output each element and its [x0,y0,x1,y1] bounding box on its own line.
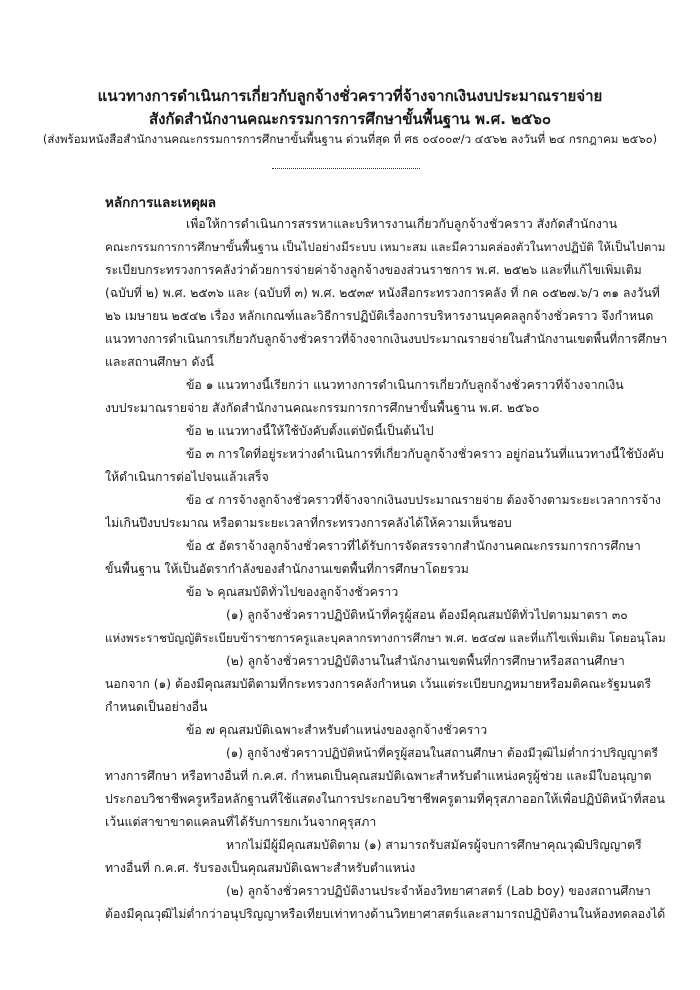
clause-7-item-2-line-2: ต้องมีคุณวุฒิไม่ต่ำกว่าอนุปริญญาหรือเทียบเท่าทางด้านวิทยาศาสตร์และสามารถปฏิบัติงานในห้องทดลองได้ [105,907,666,921]
clause-6-item-1-line-1: (๑) ลูกจ้างชั่วคราวปฏิบัติหน้าที่ครูผู้สอน ต้องมีคุณสมบัติทั่วไปตามมาตรา ๓๐ [226,608,628,622]
clause-4-line-2: ไม่เกินปีงบประมาณ หรือตามระยะเวลาที่กระทรวงการคลังได้ให้ความเห็นชอบ [105,516,512,530]
clause-3-line-2: ให้ดำเนินการต่อไปจนแล้วเสร็จ [105,470,269,484]
body-line: ๒๖ เมษายน ๒๕๔๒ เรื่อง หลักเกณฑ์และวิธีการปฏิบัติเรื่องการบริหารงานบุคคลลูกจ้างชั่วคราว จึงกำหนด [105,309,654,323]
clause-7-item-2-line-1: (๒) ลูกจ้างชั่วคราวปฏิบัติงานประจำห้องวิทยาศาสตร์ (Lab boy) ของสถานศึกษา [226,884,651,898]
clause-6-heading: ข้อ ๖ คุณสมบัติทั่วไปของลูกจ้างชั่วคราว [186,585,399,599]
clause-6-item-2-line-1: (๒) ลูกจ้างชั่วคราวปฏิบัติงานในสำนักงานเขตพื้นที่การศึกษาหรือสถานศึกษา [226,654,625,668]
document-title-line-2: สังกัดสำนักงานคณะกรรมการการศึกษาขั้นพื้นฐาน พ.ศ. ๒๕๖๐ [148,110,552,128]
body-line: และสถานศึกษา ดังนี้ [105,355,214,369]
section-heading: หลักการและเหตุผล [105,195,217,211]
clause-1-line-1: ข้อ ๑ แนวทางนี้เรียกว่า แนวทางการดำเนินการเกี่ยวกับลูกจ้างชั่วคราวที่จ้างจากเงิน [186,378,624,392]
clause-5-line-1: ข้อ ๕ อัตราจ้างลูกจ้างชั่วคราวที่ได้รับการจัดสรรจากสำนักงานคณะกรรมการการศึกษา [186,539,641,553]
clause-7-item-1-line-1: (๑) ลูกจ้างชั่วคราวปฏิบัติหน้าที่ครูผู้สอนในสถานศึกษา ต้องมีวุฒิไม่ต่ำกว่าปริญญาตรี [226,746,658,760]
clause-7-item-1-line-4: เว้นแต่สาขาขาดแคลนที่ได้รับการยกเว้นจากคุรุสภา [105,815,377,829]
body-line: ระเบียบกระทรวงการคลังว่าด้วยการจ่ายค่าจ้างลูกจ้างของส่วนราชการ พ.ศ. ๒๕๒๖ และที่แก้ไขเพิ่มเติม [105,263,642,277]
clause-6-item-2-line-2: นอกจาก (๑) ต้องมีคุณสมบัติตามที่กระทรวงการคลังกำหนด เว้นแต่ระเบียบกฎหมายหรือมติคณะรัฐมนตรี [105,677,651,691]
clause-7-item-1-line-3: ประกอบวิชาชีพครูหรือหลักฐานที่ใช้แสดงในการประกอบวิชาชีพครูตามที่คุรุสภาออกให้เพื่อปฏิบัติหน้าที่สอน [105,792,665,806]
body-line: (ฉบับที่ ๒) พ.ศ. ๒๕๓๖ และ (ฉบับที่ ๓) พ.ศ. ๒๕๓๙ หนังสือกระทรวงการคลัง ที่ กค ๐๕๒๗.๖/ว ๓๑ ลงวันที่ [105,286,660,300]
clause-6-item-2-line-3: กำหนดเป็นอย่างอื่น [105,700,208,714]
clause-3-line-1: ข้อ ๓ การใดที่อยู่ระหว่างดำเนินการที่เกี่ยวกับลูกจ้างชั่วคราว อยู่ก่อนวันที่แนวทางนี้ใช้บังคับ [186,447,664,461]
clause-1-line-2: งบประมาณรายจ่าย สังกัดสำนักงานคณะกรรมการการศึกษาขั้นพื้นฐาน พ.ศ. ๒๕๖๐ [105,401,540,415]
document-title-line-1: แนวทางการดำเนินการเกี่ยวกับลูกจ้างชั่วคราวที่จ้างจากเงินงบประมาณรายจ่าย [97,87,603,105]
clause-7-item-1-line-2: ทางการศึกษา หรือทางอื่นที่ ก.ค.ศ. กำหนดเป็นคุณสมบัติเฉพาะสำหรับตำแหน่งครูผู้ช่วย และมีใบอนุญาต [105,769,652,783]
clause-4-line-1: ข้อ ๔ การจ้างลูกจ้างชั่วคราวที่จ้างจากเงินงบประมาณรายจ่าย ต้องจ้างตามระยะเวลาการจ้าง [186,493,661,507]
separator-line [272,168,420,169]
body-line: แนวทางการดำเนินการเกี่ยวกับลูกจ้างชั่วคราวที่จ้างจากเงินงบประมาณรายจ่ายในสำนักงานเขตพื้นที่การศึกษา [105,332,668,346]
clause-5-line-2: ขั้นพื้นฐาน ให้เป็นอัตรากำลังของสำนักงานเขตพื้นที่การศึกษาโดยรวม [105,562,469,576]
clause-7-heading: ข้อ ๗ คุณสมบัติเฉพาะสำหรับตำแหน่งของลูกจ้างชั่วคราว [186,723,488,737]
clause-7-item-1-note-line-2: ทางอื่นที่ ก.ค.ศ. รับรองเป็นคุณสมบัติเฉพาะสำหรับตำแหน่ง [105,861,416,875]
body-line: คณะกรรมการการศึกษาขั้นพื้นฐาน เป็นไปอย่างมีระบบ เหมาะสม และมีความคล่องตัวในทางปฏิบัติ ให้เป็นไปตาม [105,240,666,254]
clause-6-item-1-line-2: แห่งพระราชบัญญัติระเบียบข้าราชการครูและบุคลากรทางการศึกษา พ.ศ. ๒๕๔๗ และที่แก้ไขเพิ่มเติม โดยอนุโลม [105,631,666,645]
clause-2: ข้อ ๒ แนวทางนี้ให้ใช้บังคับตั้งแต่บัดนี้เป็นต้นไป [186,424,434,438]
clause-7-item-1-note-line-1: หากไม่มีผู้มีคุณสมบัติตาม (๑) สามารถรับสมัครผู้จบการศึกษาคุณวุฒิปริญญาตรี [226,838,642,852]
body-line: เพื่อให้การดำเนินการสรรหาและบริหารงานเกี่ยวกับลูกจ้างชั่วคราว สังกัดสำนักงาน [186,217,618,231]
document-subtitle: (ส่งพร้อมหนังสือสำนักงานคณะกรรมการการศึกษาขั้นพื้นฐาน ด่วนที่สุด ที่ ศธ ๐๔๐๐๙/ว ๔๕๖๒ ลงวันที่ ๒๔ กรกฎาคม ๒๕๖๐) [42,132,658,146]
